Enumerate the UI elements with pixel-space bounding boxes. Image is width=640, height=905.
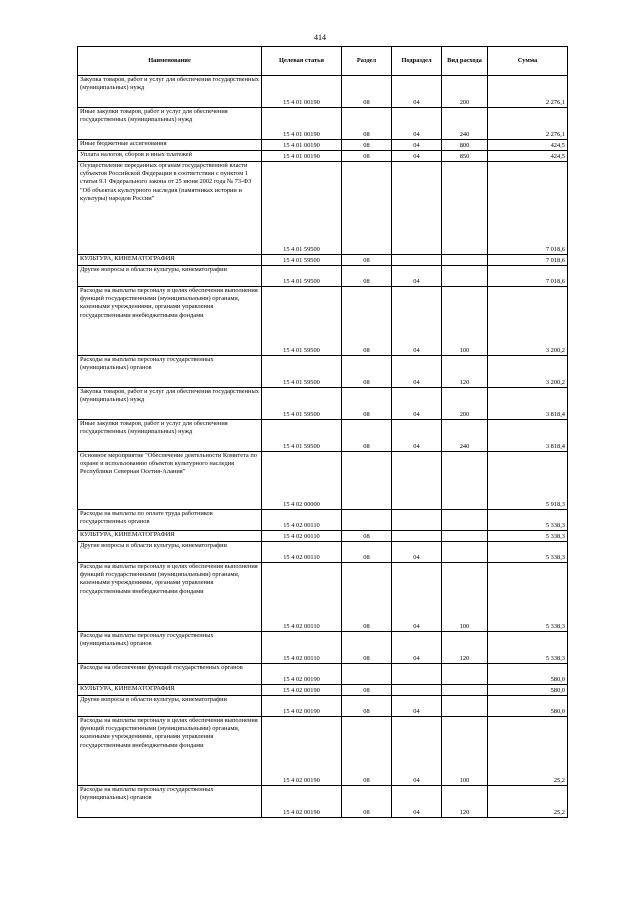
cell-expense-type [442,162,488,255]
cell-article: 15 4 01 59500 [262,356,342,388]
cell-expense-type: 240 [442,420,488,452]
header-expense-type: Вид расхода [442,47,488,76]
cell-article: 15 4 02 00110 [262,563,342,632]
cell-section: 08 [342,632,392,664]
cell-section: 08 [342,287,392,356]
cell-name: Расходы на выплаты персоналу государственных (муниципальных) органов [78,356,262,388]
cell-amount: 5 338,3 [488,563,568,632]
table-row [78,356,568,388]
cell-article: 15 4 02 00190 [262,696,342,717]
cell-article: 15 4 01 00190 [262,151,342,162]
cell-expense-type: 200 [442,76,488,108]
table-row [78,452,568,510]
page-number: 414 [314,33,326,42]
cell-section: 08 [342,76,392,108]
cell-name: Расходы на выплаты персоналу государственных (муниципальных) органов [78,632,262,664]
cell-subsection: 04 [392,542,442,563]
cell-article: 15 4 01 59500 [262,266,342,287]
cell-article: 15 4 02 00190 [262,717,342,786]
table-row [78,287,568,356]
table-row [78,162,568,255]
cell-subsection: 04 [392,356,442,388]
table-row [78,664,568,685]
cell-expense-type [442,255,488,266]
table-row [78,696,568,717]
cell-section: 08 [342,388,392,420]
cell-section: 08 [342,563,392,632]
header-name: Наименование [78,47,262,76]
cell-subsection: 04 [392,266,442,287]
cell-expense-type: 120 [442,786,488,818]
table-row [78,151,568,162]
cell-subsection: 04 [392,717,442,786]
cell-section: 08 [342,255,392,266]
cell-subsection [392,255,442,266]
table-row [78,420,568,452]
cell-name: Расходы на выплаты персоналу государственных (муниципальных) органов [78,786,262,818]
cell-subsection: 04 [392,140,442,151]
cell-name: Расходы на выплаты по оплате труда работников государственных органов [78,510,262,531]
cell-article: 15 4 01 59500 [262,420,342,452]
cell-article: 15 4 01 00190 [262,140,342,151]
cell-article: 15 4 02 00110 [262,632,342,664]
cell-name: Расходы на выплаты персоналу в целях обеспечения выполнения функций государственными (муниципальными) органами, казенными учреждениями, органами управления государственными внебюджетными фондами [78,717,262,786]
cell-section: 08 [342,685,392,696]
cell-expense-type [442,531,488,542]
cell-subsection [392,452,442,510]
cell-amount: 2 276,1 [488,76,568,108]
cell-expense-type [442,685,488,696]
cell-name: Уплата налогов, сборов и иных платежей [78,151,262,162]
cell-amount: 580,0 [488,664,568,685]
cell-name: КУЛЬТУРА, КИНЕМАТОГРАФИЯ [78,685,262,696]
header-subsection: Подраздел [392,47,442,76]
cell-article: 15 4 01 59500 [262,287,342,356]
cell-subsection: 04 [392,696,442,717]
cell-name: Закупка товаров, работ и услуг для обеспечения государственных (муниципальных) нужд [78,388,262,420]
cell-name: Иные закупки товаров, работ и услуг для обеспечения государственных (муниципальных) нужд [78,420,262,452]
cell-section: 08 [342,531,392,542]
cell-article: 15 4 02 00190 [262,786,342,818]
cell-article: 15 4 01 00190 [262,76,342,108]
cell-expense-type [442,696,488,717]
cell-expense-type: 200 [442,388,488,420]
table-row [78,140,568,151]
cell-section [342,510,392,531]
cell-expense-type [442,266,488,287]
header-article: Целевая статья [262,47,342,76]
cell-name: Другие вопросы в области культуры, кинематографии [78,266,262,287]
cell-amount: 3 818,4 [488,388,568,420]
cell-section [342,664,392,685]
cell-name: Иные бюджетные ассигнования [78,140,262,151]
cell-subsection [392,664,442,685]
cell-amount: 424,5 [488,140,568,151]
cell-section: 08 [342,356,392,388]
table-row [78,542,568,563]
cell-article: 15 4 01 59500 [262,255,342,266]
budget-table [77,46,568,818]
cell-amount: 5 338,3 [488,542,568,563]
table-row [78,632,568,664]
cell-expense-type: 120 [442,356,488,388]
cell-article: 15 4 02 00190 [262,664,342,685]
cell-expense-type [442,510,488,531]
table-row [78,510,568,531]
table-row [78,685,568,696]
cell-amount: 25,2 [488,717,568,786]
cell-name: Расходы на выплаты персоналу в целях обеспечения выполнения функций государственными (муниципальными) органами, казенными учреждениями, органами управления государственными внебюджетными фондами [78,563,262,632]
cell-section [342,162,392,255]
cell-name: КУЛЬТУРА, КИНЕМАТОГРАФИЯ [78,531,262,542]
cell-amount: 580,0 [488,696,568,717]
cell-amount: 3 200,2 [488,356,568,388]
cell-subsection: 04 [392,287,442,356]
cell-subsection: 04 [392,108,442,140]
cell-section: 08 [342,151,392,162]
table-body [78,76,568,818]
cell-expense-type: 800 [442,140,488,151]
table-header-row [78,47,568,76]
cell-section: 08 [342,266,392,287]
cell-name: Другие вопросы в области культуры, кинематографии [78,696,262,717]
cell-section: 08 [342,696,392,717]
cell-amount: 3 200,2 [488,287,568,356]
cell-subsection: 04 [392,151,442,162]
table-row [78,531,568,542]
header-amount: Сумма [488,47,568,76]
cell-article: 15 4 01 00190 [262,108,342,140]
cell-expense-type [442,542,488,563]
cell-amount: 424,5 [488,151,568,162]
cell-section: 08 [342,717,392,786]
cell-subsection: 04 [392,388,442,420]
cell-section [342,452,392,510]
cell-article: 15 4 01 59500 [262,162,342,255]
table-row [78,563,568,632]
table-row [78,717,568,786]
header-section: Раздел [342,47,392,76]
cell-subsection: 04 [392,563,442,632]
cell-section: 08 [342,108,392,140]
cell-name: Расходы на выплаты персоналу в целях обеспечения выполнения функций государственными (муниципальными) органами, казенными учреждениями, органами управления государственными внебюджетными фондами [78,287,262,356]
cell-name: Основное мероприятие "Обеспечение деятельности Комитета по охране и использованию объектов культурного наследия Республики Северная Осетия-Алания" [78,452,262,510]
cell-expense-type: 100 [442,717,488,786]
cell-subsection [392,162,442,255]
cell-amount: 5 338,3 [488,510,568,531]
table-row [78,108,568,140]
cell-subsection [392,531,442,542]
cell-article: 15 4 02 00190 [262,685,342,696]
cell-name: Расходы на обеспечение функций государственных органов [78,664,262,685]
table-row [78,786,568,818]
cell-article: 15 4 02 00110 [262,542,342,563]
cell-section: 08 [342,786,392,818]
cell-name: Закупка товаров, работ и услуг для обеспечения государственных (муниципальных) нужд [78,76,262,108]
cell-subsection: 04 [392,76,442,108]
cell-article: 15 4 02 00110 [262,531,342,542]
cell-amount: 25,2 [488,786,568,818]
cell-expense-type [442,452,488,510]
cell-amount: 5 338,3 [488,531,568,542]
cell-section: 08 [342,420,392,452]
cell-expense-type: 240 [442,108,488,140]
table-row [78,76,568,108]
cell-amount: 5 338,3 [488,632,568,664]
cell-amount: 7 018,6 [488,255,568,266]
cell-expense-type: 100 [442,563,488,632]
table-row [78,266,568,287]
cell-amount: 3 818,4 [488,420,568,452]
cell-subsection [392,685,442,696]
cell-subsection: 04 [392,632,442,664]
cell-section: 08 [342,542,392,563]
table-row [78,388,568,420]
cell-amount: 580,0 [488,685,568,696]
cell-section: 08 [342,140,392,151]
cell-name: КУЛЬТУРА, КИНЕМАТОГРАФИЯ [78,255,262,266]
cell-name: Другие вопросы в области культуры, кинематографии [78,542,262,563]
cell-subsection: 04 [392,420,442,452]
cell-amount: 5 918,3 [488,452,568,510]
cell-expense-type: 100 [442,287,488,356]
cell-article: 15 4 02 00000 [262,452,342,510]
cell-expense-type: 120 [442,632,488,664]
cell-name: Осуществление переданных органам государственной власти субъектов Российской Федерации в соответствии с пунктом 1 статьи 9.1 Федерального закона от 25 июня 2002 года № 73-ФЗ "Об объектах культурного наследия (памятниках истории и культуры) народов России" [78,162,262,255]
cell-amount: 7 018,6 [488,162,568,255]
cell-expense-type: 850 [442,151,488,162]
cell-expense-type [442,664,488,685]
cell-name: Иные закупки товаров, работ и услуг для обеспечения государственных (муниципальных) нужд [78,108,262,140]
cell-amount: 7 018,6 [488,266,568,287]
table-row [78,255,568,266]
cell-article: 15 4 01 59500 [262,388,342,420]
cell-article: 15 4 02 00110 [262,510,342,531]
cell-subsection: 04 [392,786,442,818]
cell-amount: 2 276,1 [488,108,568,140]
cell-subsection [392,510,442,531]
